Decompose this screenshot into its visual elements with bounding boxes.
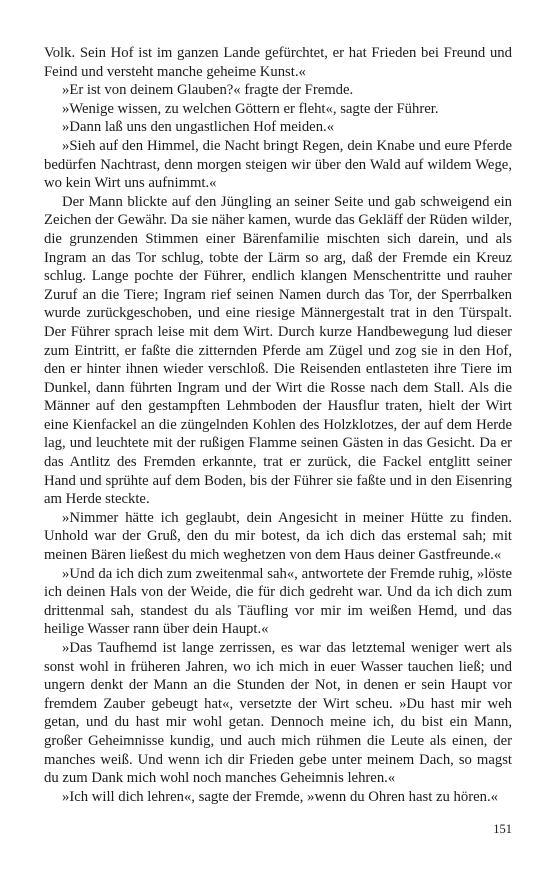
paragraph: »Ich will dich lehren«, sagte der Fremde, »wenn du Ohren hast zu hören.« <box>62 788 499 805</box>
book-page-text <box>44 44 512 806</box>
paragraph: »Er ist von deinem Glauben?« fragte der Fremde. <box>62 82 354 99</box>
paragraph: »Dann laß uns den ungastlichen Hof meiden.« <box>62 119 335 136</box>
page-number: 151 <box>493 822 512 836</box>
paragraph: »Und da ich dich zum zweitenmal sah«, antwortete der Fremde ruhig, »löste ich deinen Hals von der Weide, die für dich gedreht war. Und da ich dich zum drittenmal sah, standest du als Täufling vor mir im weißen Hemd, und das heilige Wasser rann über dein Haupt.« <box>44 565 512 638</box>
paragraph: »Wenige wissen, zu welchen Göttern er fleht«, sagte der Führer. <box>62 100 439 117</box>
paragraph: Der Mann blickte auf den Jüngling an seiner Seite und gab schweigend ein Zeichen der Gewähr. Da sie näher kamen, wurde das Gekläff der Rüden wilder, die grunzenden Stimmen einer Bärenfamilie mischten sich darein, und als Ingram an das Tor schlug, tobte der Lärm so arg, daß der Fremde ein Kreuz schlug. Lange pochte der Führer, endlich klangen Menschentritte und rauher Zuruf an die Tiere; Ingram rief seinen Namen durch das Tor, der Sperrbalken wurde zurückgeschoben, und eine riesige Männergestalt trat in den Türspalt. Der Führer sprach leise mit dem Wirt. Durch kurze Handbewegung lud dieser zum Eintritt, er faßte die zitternden Pferde am Zügel und zog sie in den Hof, den er hinter ihnen wieder verschloß. Die Reisenden entlasteten ihre Tiere im Dunkel, dann führten Ingram und der Wirt die Rosse nach dem Stall. Als die Männer auf den gestampften Lehmboden der Hausflur traten, hielt der Wirt eine Kienfackel an die züngelnden Kohlen des Holzklotzes, der auf dem Herde lag, und leuchtete mit der rußigen Flamme seinen Gästen in das Gesicht. Da er das Antlitz des Fremden erkannte, trat er zurück, die Fackel entglitt seiner Hand und sprühte auf dem Boden, bis der Führer sie faßte und in den Eisenring am Herde steckte. <box>44 193 512 508</box>
paragraph: »Nimmer hätte ich geglaubt, dein Angesicht in meiner Hütte zu finden. Unhold war der Gruß, den du mir botest, da ich dich das erstemal sah; mit meinen Bären ließest du mich weghetzen von dem Haus deiner Gastfreunde.« <box>44 509 512 564</box>
paragraph: »Das Taufhemd ist lange zerrissen, es war das letztemal weniger wert als sonst wohl in früheren Jahren, wo ich mich in euer Wasser tauchen ließ; und ungern denkt der Mann an die Stunden der Not, in denen er sein Haupt vor fremdem Zauber gebeugt hat«, versetzte der Wirt scheu. »Du hast mir weh getan, und du hast mir wohl getan. Dennoch meine ich, du bist ein Mann, großer Geheimnisse kundig, und auch mich rühmen die Leute als einen, der manches weiß. Und wenn ich dir Frieden gebe unter meinem Dach, so magst du zum Dank mich wohl noch manches Geheimnis lehren.« <box>44 640 512 787</box>
paragraph-continued: Volk. Sein Hof ist im ganzen Lande gefürchtet, er hat Frieden bei Freund und Feind und versteht manche geheime Kunst.« <box>44 45 512 80</box>
paragraph: »Sieh auf den Himmel, die Nacht bringt Regen, dein Knabe und eure Pferde bedürfen Nachtrast, denn morgen steigen wir über den Wald auf wildem Wege, wo kein Wirt uns aufnimmt.« <box>44 137 512 192</box>
